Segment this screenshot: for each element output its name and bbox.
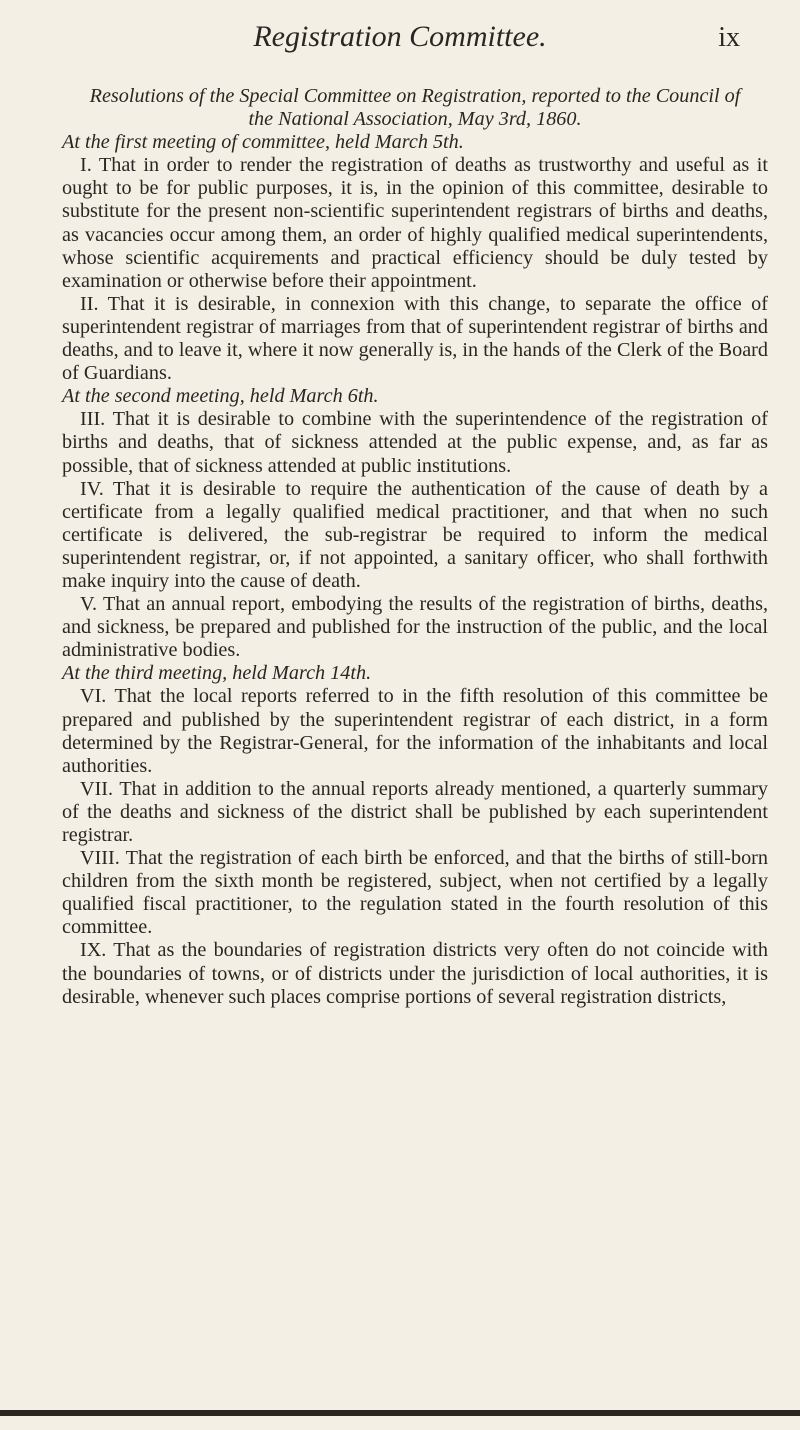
resolution-9: IX. That as the boundaries of registration districts very often do not coincide with the boundaries of towns, or of districts under the jurisdiction of local authorities, it is desirable, whenever such places comprise portions of several registration districts, (62, 939, 768, 1008)
meeting-heading-third: At the third meeting, held March 14th. (62, 662, 372, 685)
meeting-heading-second: At the second meeting, held March 6th. (62, 385, 379, 408)
resolution-5: V. That an annual report, embodying the results of the registration of births, deaths, and sickness, be prepared and published for the instruction of the public, and the local administrative bodies. (62, 593, 768, 662)
resolution-2: II. That it is desirable, in connexion with this change, to separate the office of superintendent registrar of marriages from that of superintendent registrar of births and deaths, and to leave it, where it now generally is, in the hands of the Clerk of the Board of Guardians. (62, 292, 768, 385)
resolution-8: VIII. That the registration of each birth be enforced, and that the births of still-born children from the sixth month be registered, subject, when not certified by a legally qualified fiscal practitioner, to the regulation stated in the fourth resolution of this committee. (62, 847, 768, 939)
running-title: Registration Committee. (253, 20, 547, 53)
page-header (0, 20, 800, 60)
page-number: ix (718, 22, 740, 53)
bottom-scan-edge (0, 1410, 800, 1416)
resolution-1: I. That in order to render the registration of deaths as trustworthy and useful as it ought to be for public purposes, it is, in the opinion of this committee, desirable to substitute for the present non-scientific superintendent registrars of births and deaths, as vacancies occur among them, an order of highly qualified medical superintendents, whose scientific acquirements and practical efficiency should be duly tested by examination or otherwise before their appointment. (62, 154, 768, 292)
resolution-4: IV. That it is desirable to require the authentication of the cause of death by a certificate from a legally qualified medical practitioner, and that when no such certificate is delivered, the sub-registrar be required to inform the medical superintendent registrar, or, if not appointed, a sanitary officer, who shall forthwith make inquiry into the cause of death. (62, 477, 768, 592)
document-title: Resolutions of the Special Committee on Registration, reported to the Council of the National Association, May 3rd, 1860. (89, 85, 741, 131)
resolution-6: VI. That the local reports referred to in the fifth resolution of this committee be prepared and published by the superintendent registrar of each district, in a form determined by the Registrar-General, for the information of the inhabitants and local authorities. (62, 685, 768, 777)
meeting-heading-first: At the first meeting of committee, held March 5th. (62, 131, 464, 154)
resolution-3: III. That it is desirable to combine with the superintendence of the registration of births and deaths, that of sickness attended at the public expense, and, as far as possible, that of sickness attended at public institutions. (62, 408, 768, 477)
resolution-7: VII. That in addition to the annual reports already mentioned, a quarterly summary of the deaths and sickness of the district shall be published by each superintendent registrar. (62, 777, 768, 846)
page-body (62, 85, 768, 1009)
